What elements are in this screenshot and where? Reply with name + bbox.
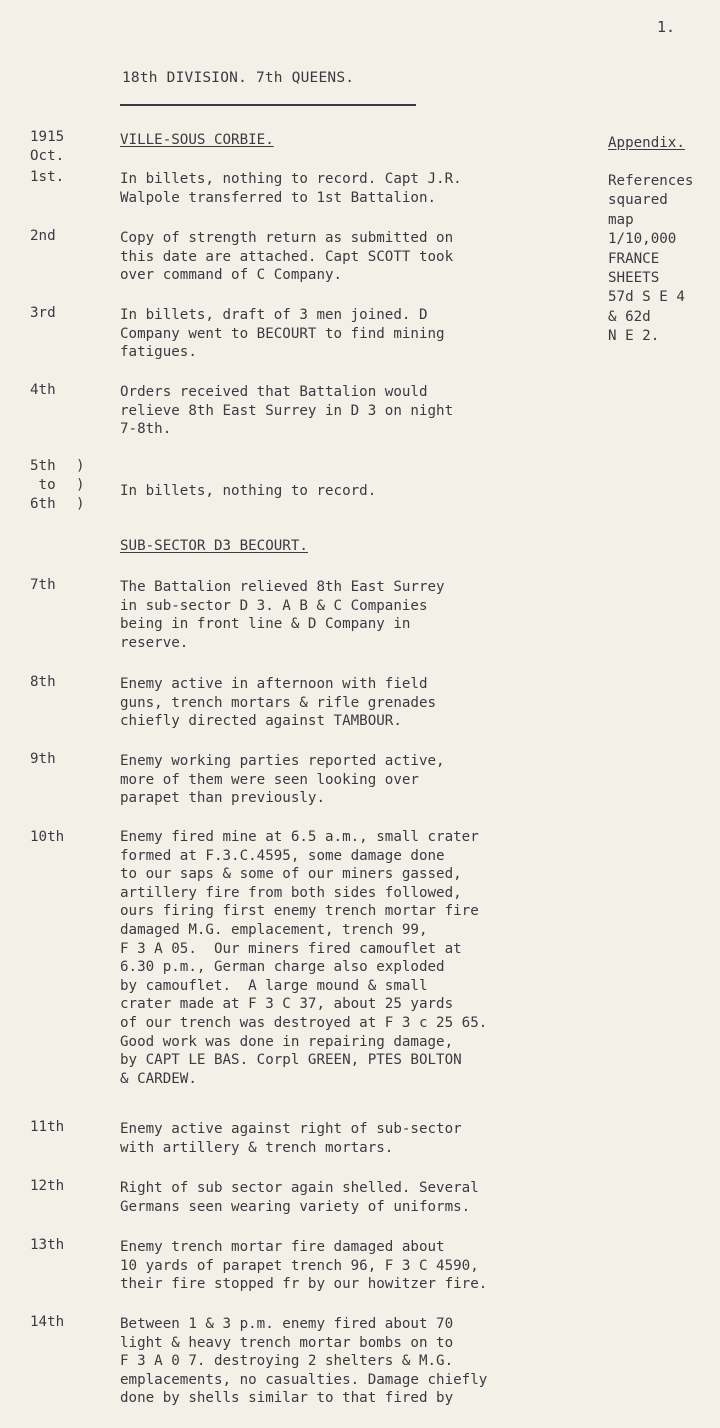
year-month: 1915 Oct.: [30, 129, 65, 164]
entry-text: Enemy working parties reported active, more of them were seen looking over parapet than previously.: [120, 753, 445, 807]
date-range-bracket: ) ) ): [76, 458, 85, 512]
entry-text: In billets, nothing to record.: [120, 483, 377, 499]
entry-date: 10th: [30, 829, 65, 845]
entry-text: Enemy active in afternoon with field guns, trench mortars & rifle grenades chiefly directed against TAMBOUR.: [120, 676, 437, 730]
entry-date: 11th: [30, 1119, 65, 1135]
entry-date: 4th: [30, 382, 56, 398]
entry-text: Copy of strength return as submitted on this date are attached. Capt SCOTT took over command of C Company.: [120, 230, 454, 284]
header-rule: [120, 104, 416, 106]
entry-text: Enemy trench mortar fire damaged about 10 yards of parapet trench 96, F 3 C 4590, their fire stopped fr by our howitzer fire.: [120, 1239, 488, 1293]
entry-text: Orders received that Battalion would relieve 8th East Surrey in D 3 on night 7-8th.: [120, 384, 454, 438]
section-heading-sub-sector-d3: SUB-SECTOR D3 BECOURT.: [120, 538, 308, 554]
entry-date: 14th: [30, 1314, 65, 1330]
entry-date: 13th: [30, 1237, 65, 1253]
entry-date: 7th: [30, 577, 56, 593]
entry-text: Enemy active against right of sub-sector with artillery & trench mortars.: [120, 1121, 462, 1156]
entry-date: 3rd: [30, 305, 56, 321]
page-number: 1.: [657, 18, 676, 36]
entry-text: In billets, draft of 3 men joined. D Company went to BECOURT to find mining fatigues.: [120, 307, 445, 361]
entry-text: Enemy fired mine at 6.5 a.m., small crater formed at F.3.C.4595, some damage done to our saps & some of our miners gassed, artillery fire from both sides followed, ours firing first enemy trench mortar fire damaged M.G. emplacement, trench 99, F 3 A 05. Our miners fired camouflet at 6.30 p.m., German charge also exploded by camouflet. A large mound & small crater made at F 3 C 37, about 25 yards of our trench was destroyed at F 3 c 25 65. Good work was done in repairing damage, by CAPT LE BAS. Corpl GREEN, PTES BOLTON & CARDEW.: [120, 829, 488, 1087]
appendix-references: References squared map 1/10,000 FRANCE SHEETS 57d S E 4 & 62d N E 2.: [608, 173, 694, 345]
entry-date: 1st.: [30, 169, 65, 185]
entry-date: 9th: [30, 751, 56, 767]
entry-text: The Battalion relieved 8th East Surrey in sub-sector D 3. A B & C Companies being in front line & D Company in reserve.: [120, 579, 445, 651]
appendix-title: Appendix.: [608, 135, 685, 151]
page-header: 18th DIVISION. 7th QUEENS.: [122, 70, 355, 86]
entry-text: Between 1 & 3 p.m. enemy fired about 70 light & heavy trench mortar bombs on to F 3 A 0 7. destroying 2 shelters & M.G. emplacements, no casualties. Damage chiefly done by shells similar to that fired by: [120, 1316, 488, 1407]
entry-date-range: 5th to 6th: [30, 458, 56, 512]
entry-date: 2nd: [30, 228, 56, 244]
entry-text: In billets, nothing to record. Capt J.R. Walpole transferred to 1st Battalion.: [120, 171, 462, 206]
entry-date: 8th: [30, 674, 56, 690]
entry-text: Right of sub sector again shelled. Several Germans seen wearing variety of uniforms.: [120, 1180, 479, 1215]
entry-date: 12th: [30, 1178, 65, 1194]
section-heading-ville-sous-corbie: VILLE-SOUS CORBIE.: [120, 132, 274, 148]
